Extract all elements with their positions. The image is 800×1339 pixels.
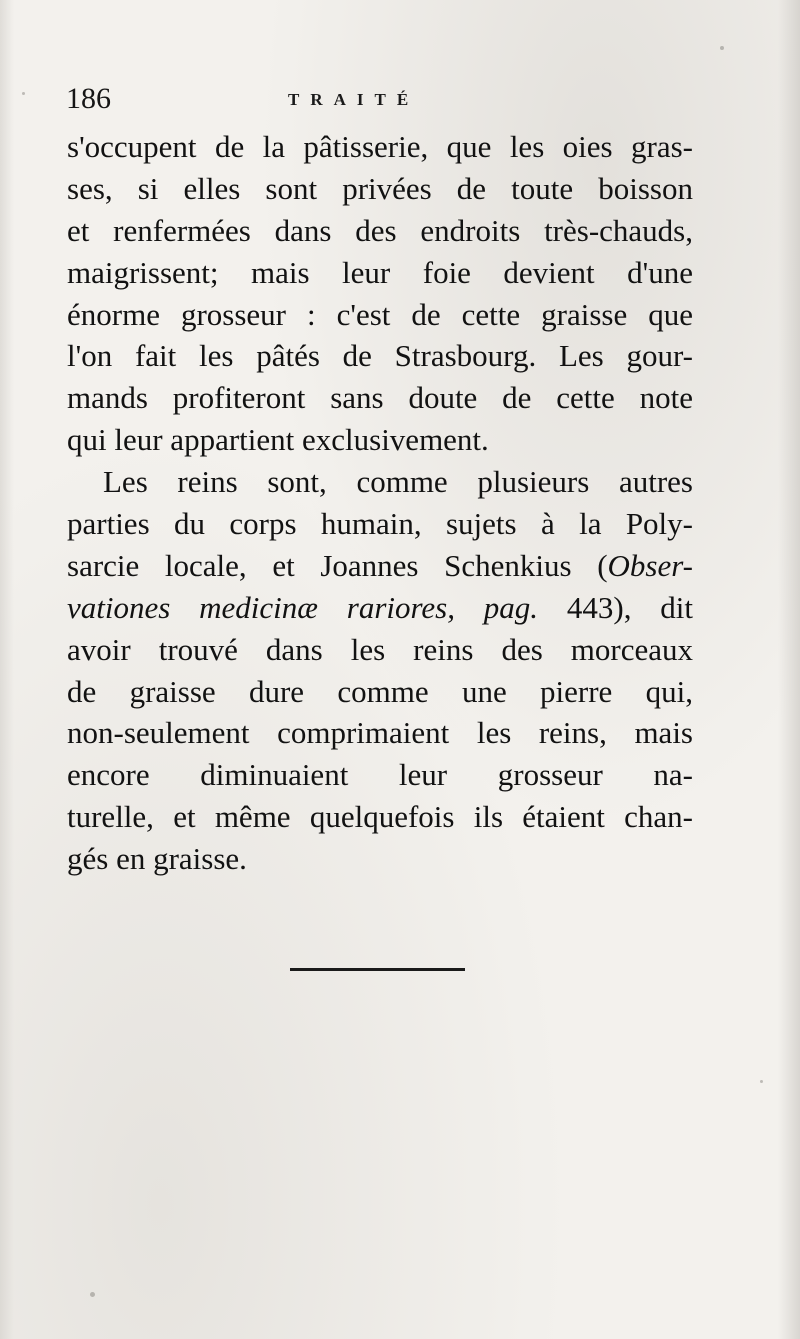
text-line: de graisse dure comme une pierre qui, [67,673,693,709]
page-right-shadow [778,0,800,1339]
italic-title: vationes medicinæ rariores, pag. [67,589,539,625]
text-line: l'on fait les pâtés de Strasbourg. Les gour- [67,338,693,374]
text-line [67,587,693,629]
text-line [67,545,693,587]
italic-title: Obser- [607,547,693,583]
text-line: avoir trouvé dans les reins des morceaux [67,631,693,667]
text-span: 443), dit [538,589,693,625]
text-line: s'occupent de la pâtisserie, que les oies gras- [67,129,693,164]
paper-speck [90,1292,95,1297]
paper-speck [760,1080,763,1083]
text-line: qui leur appartient exclusivement. [67,422,489,458]
text-line: énorme grosseur : c'est de cette graisse que [67,296,693,332]
text-line: et renfermées dans des endroits très-chauds, [67,212,693,248]
paper-speck [720,46,724,50]
text-line: mands profiteront sans doute de cette note [67,380,693,416]
page-left-shadow [0,0,14,1339]
page-header [66,82,706,122]
text-span: sarcie locale, et Joannes Schenkius ( [67,547,608,583]
text-line: turelle, et même quelquefois ils étaient chan- [67,799,693,835]
section-divider-rule [290,968,465,971]
text-line: Les reins sont, comme plusieurs autres [103,464,693,500]
text-line: gés en graisse. [67,841,247,877]
text-line: ses, si elles sont privées de toute boisson [67,170,693,206]
text-line: encore diminuaient leur grosseur na- [67,757,693,793]
paper-speck [22,92,25,95]
text-line: parties du corps humain, sujets à la Poly- [67,506,693,542]
text-line: non-seulement comprimaient les reins, mais [67,715,693,751]
text-line: maigrissent; mais leur foie devient d'une [67,254,693,290]
running-head: TRAITÉ [288,90,420,109]
body-text [67,126,693,880]
page-number: 186 [66,82,111,115]
